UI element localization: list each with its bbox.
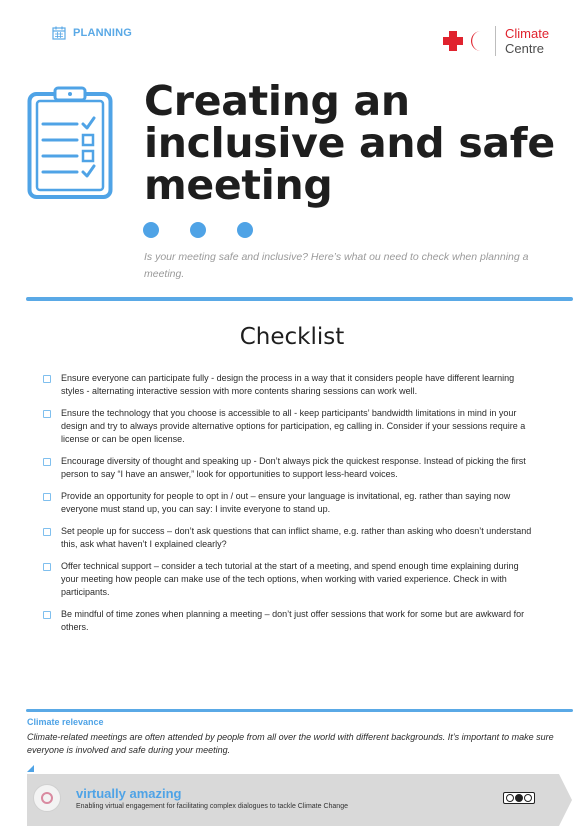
checklist-item: [43, 490, 533, 516]
red-crescent-icon: [469, 30, 487, 52]
decorative-dots: [143, 222, 253, 238]
checklist-item-text: Ensure everyone can participate fully - design the process in a way that it considers people have different learning styles - alternating interactive session with more contents sharing sessions can work well.: [61, 373, 515, 396]
page-subtitle: Is your meeting safe and inclusive? Here’s what ou need to check when planning a meeting.: [144, 251, 529, 280]
checklist: [43, 372, 533, 643]
checkbox-icon[interactable]: [43, 611, 51, 619]
relevance-text: Climate-related meetings are often attended by people from all over the world with different backgrounds. It’s important to make sure everyone is involved and safe during your meeting.: [27, 732, 554, 755]
checkbox-icon[interactable]: [43, 458, 51, 466]
footer-brand: virtually amazing: [76, 786, 182, 801]
clipboard-checklist-icon: [27, 86, 113, 200]
checkbox-icon[interactable]: [43, 563, 51, 571]
by-circle-icon: [515, 794, 523, 802]
climate-centre-logo: [442, 26, 549, 56]
checklist-item: [43, 455, 533, 481]
virtually-amazing-logo: [33, 784, 61, 812]
red-cross-icon: [442, 30, 464, 52]
checklist-item-text: Be mindful of time zones when planning a meeting – don’t just offer sessions that work for some but are awkward for others.: [61, 609, 525, 632]
category-label: PLANNING: [73, 27, 133, 39]
logo-wordmark: [505, 26, 549, 56]
checklist-item-text: Encourage diversity of thought and speaking up - Don’t always pick the quickest response. Instead of picking the first person to say “I have an answer,” look for opportunities to support less-heard voices.: [61, 456, 526, 479]
checkbox-icon[interactable]: [43, 493, 51, 501]
page-title: Creating an inclusive and safe meeting: [144, 77, 555, 209]
relevance-divider: [26, 709, 573, 712]
checklist-item-text: Ensure the technology that you choose is accessible to all - keep participants’ bandwidth limitations in mind in your design and try to always provide alternative options for participation, eg calling in. Consider if your sessions require a license or can be open license.: [61, 408, 526, 444]
section-divider: [26, 297, 573, 301]
checklist-item: [43, 608, 533, 634]
calendar-icon: [52, 26, 66, 40]
dot-2: [190, 222, 206, 238]
nc-circle-icon: [524, 794, 532, 802]
relevance-title: Climate relevance: [27, 717, 104, 727]
dot-3: [237, 222, 253, 238]
checklist-item-text: Offer technical support – consider a tech tutorial at the start of a meeting, and spend enough time explaining during your meeting how people can make use of the tech options, when working with varied experience. Check in with participants.: [61, 561, 519, 597]
checklist-item: [43, 560, 533, 599]
checkbox-icon[interactable]: [43, 528, 51, 536]
creative-commons-icon[interactable]: [503, 792, 535, 804]
category-header: [52, 26, 132, 40]
logo-divider: [495, 26, 496, 56]
checklist-item-text: Provide an opportunity for people to opt in / out – ensure your language is invitational, eg. rather than saying now everyone must stand up, you can say: I invite everyone to stand up.: [61, 491, 511, 514]
checklist-item: [43, 372, 533, 398]
corner-marker-icon: [27, 765, 34, 772]
logo-line-1: Climate: [505, 26, 550, 41]
dot-1: [143, 222, 159, 238]
checkbox-icon[interactable]: [43, 375, 51, 383]
checklist-item-text: Set people up for success – don’t ask questions that can inflict shame, e.g. rather than asking who doesn’t understand this, ask what haven’t I explained clearly?: [61, 526, 532, 549]
checkbox-icon[interactable]: [43, 410, 51, 418]
footer-tagline: Enabling virtual engagement for facilitating complex dialogues to tackle Climate Change: [76, 803, 348, 810]
cc-circle-icon: [506, 794, 514, 802]
checklist-title: Checklist: [239, 324, 345, 350]
logo-line-2: Centre: [505, 41, 545, 56]
checklist-item: [43, 407, 533, 446]
checklist-item: [43, 525, 533, 551]
